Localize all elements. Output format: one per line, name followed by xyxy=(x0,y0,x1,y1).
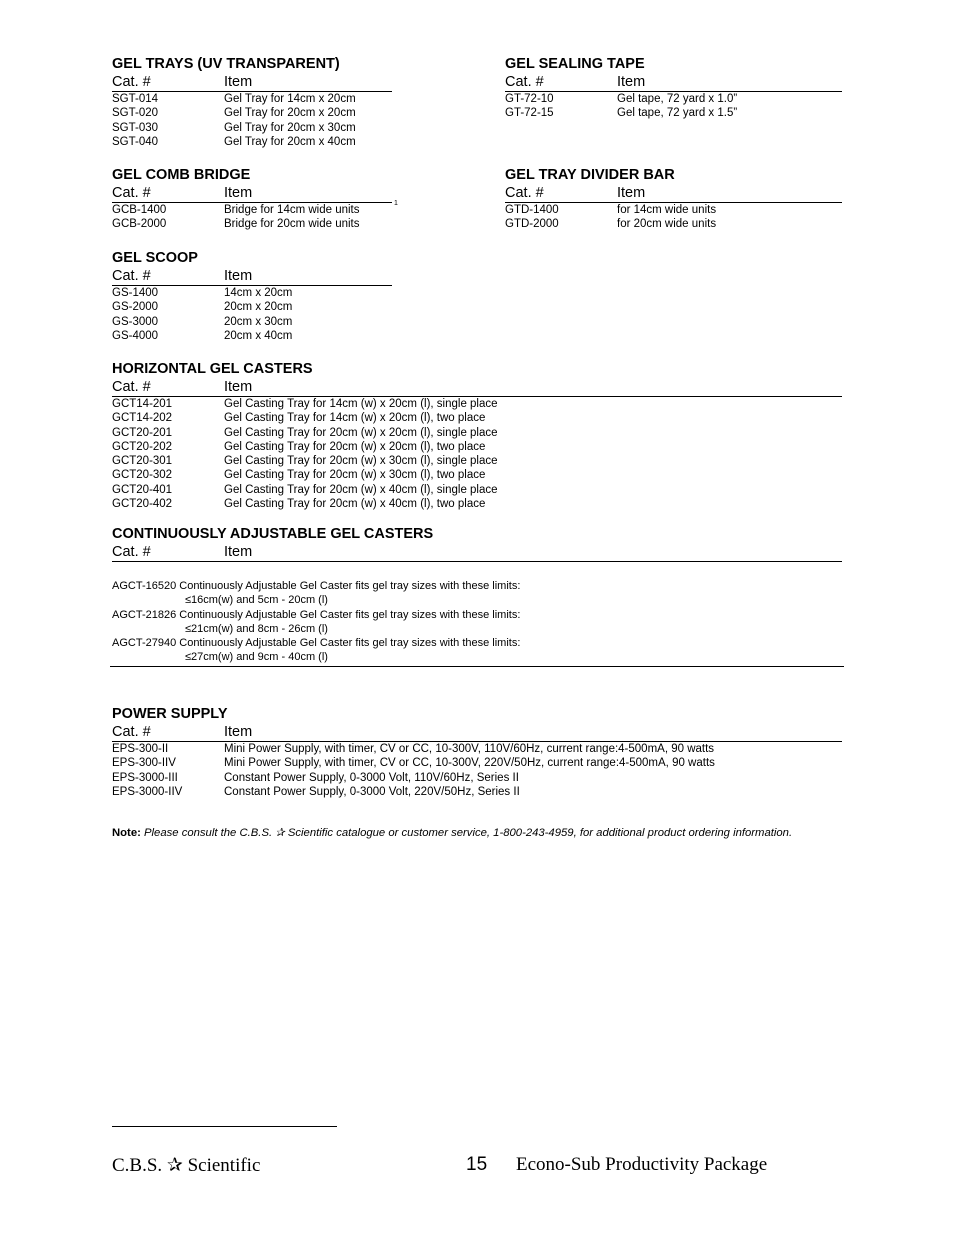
cat-header: Cat. # xyxy=(112,379,151,395)
table-row xyxy=(112,483,842,497)
table-row xyxy=(112,286,392,300)
cat-number: SGT-040 xyxy=(112,135,159,148)
table-header xyxy=(112,184,392,203)
table-row xyxy=(112,315,392,329)
cat-header: Cat. # xyxy=(112,185,151,201)
item-description: 20cm x 30cm xyxy=(224,315,293,328)
item-header: Item xyxy=(224,724,253,740)
table-row xyxy=(112,329,392,343)
table-row xyxy=(505,217,842,231)
table-row xyxy=(112,217,392,231)
cat-number: GCT14-202 xyxy=(112,412,173,425)
item-description: Gel Tray for 20cm x 40cm xyxy=(224,135,356,148)
cat-number: GS-4000 xyxy=(112,329,159,342)
item-description: Gel Casting Tray for 20cm (w) x 40cm (l), two place xyxy=(224,498,486,511)
list-item xyxy=(112,608,842,637)
section-gel-trays xyxy=(112,56,392,149)
item-limits: ≤21cm(w) and 8cm - 26cm (l) xyxy=(185,622,328,635)
item-description: AGCT-21826 Continuously Adjustable Gel Caster fits gel tray sizes with these limits: xyxy=(112,608,521,621)
cat-header: Cat. # xyxy=(112,74,151,90)
section-title: HORIZONTAL GEL CASTERS xyxy=(112,361,313,377)
table-row xyxy=(112,756,842,770)
cat-header: Cat. # xyxy=(112,724,151,740)
item-description: Gel Casting Tray for 20cm (w) x 30cm (l), two place xyxy=(224,469,486,482)
cat-number: GCT20-302 xyxy=(112,469,173,482)
cat-number: GCT20-402 xyxy=(112,498,173,511)
item-description: Gel Tray for 20cm x 30cm xyxy=(224,121,356,134)
section-title: CONTINUOUSLY ADJUSTABLE GEL CASTERS xyxy=(112,526,434,542)
item-limits: ≤27cm(w) and 9cm - 40cm (l) xyxy=(185,651,328,664)
item-header: Item xyxy=(617,74,646,90)
table-row xyxy=(112,411,842,425)
cat-header: Cat. # xyxy=(112,544,151,560)
table-row xyxy=(112,785,842,799)
table-row xyxy=(112,426,842,440)
item-header: Item xyxy=(224,544,253,560)
item-description: Gel Casting Tray for 20cm (w) x 20cm (l), single place xyxy=(224,426,498,439)
item-header: Item xyxy=(224,74,253,90)
table-row xyxy=(112,300,392,314)
cat-number: GCT20-301 xyxy=(112,455,173,468)
item-header: Item xyxy=(224,185,253,201)
cat-number: EPS-3000-IIV xyxy=(112,785,183,798)
table-row xyxy=(112,92,392,106)
cat-header: Cat. # xyxy=(505,74,544,90)
item-description: for 14cm wide units xyxy=(617,204,717,216)
cat-header: Cat. # xyxy=(112,268,151,284)
table-header xyxy=(112,267,392,286)
table-header xyxy=(505,184,842,203)
section-gel-sealing-tape xyxy=(505,56,842,121)
footer-company: C.B.S. ✰ Scientific xyxy=(112,1155,261,1176)
item-description: AGCT-27940 Continuously Adjustable Gel Caster fits gel tray sizes with these limits: xyxy=(112,637,521,650)
section-divider xyxy=(110,666,844,667)
item-description: 14cm x 20cm xyxy=(224,287,293,299)
item-description: Bridge for 14cm wide units xyxy=(224,204,360,216)
cat-number: GCT20-201 xyxy=(112,426,173,439)
table-header xyxy=(112,73,392,92)
cat-number: GCB-1400 xyxy=(112,204,167,216)
cat-number: GS-1400 xyxy=(112,287,159,299)
item-description: 20cm x 40cm xyxy=(224,329,293,342)
item-description: Mini Power Supply, with timer, CV or CC, 10-300V, 220V/50Hz, current range:4-500mA, 90 watts xyxy=(224,757,715,770)
cat-number: EPS-300-II xyxy=(112,743,169,755)
table-row xyxy=(112,440,842,454)
cat-number: EPS-300-IIV xyxy=(112,757,176,770)
footer-title: Econo-Sub Productivity Package xyxy=(516,1154,768,1175)
section-gel-scoop xyxy=(112,250,392,343)
section-power-supply xyxy=(112,706,842,799)
page-number: 15 xyxy=(466,1154,488,1175)
item-description: Gel Tray for 20cm x 20cm xyxy=(224,107,356,120)
table-row xyxy=(505,92,842,106)
note-label: Note: xyxy=(112,827,141,839)
table-row xyxy=(112,203,392,217)
item-description: Gel Casting Tray for 14cm (w) x 20cm (l), two place xyxy=(224,412,486,425)
section-title: GEL COMB BRIDGE xyxy=(112,167,251,183)
cat-number: GTD-2000 xyxy=(505,218,559,231)
table-row xyxy=(112,468,842,482)
table-header xyxy=(505,73,842,92)
ordering-note xyxy=(112,826,812,841)
item-header: Item xyxy=(224,268,253,284)
item-description: Mini Power Supply, with timer, CV or CC, 10-300V, 110V/60Hz, current range:4-500mA, 90 watts xyxy=(224,743,715,755)
item-description: Gel Casting Tray for 14cm (w) x 20cm (l), single place xyxy=(224,398,498,410)
table-row xyxy=(112,106,392,120)
cat-number: SGT-020 xyxy=(112,107,159,120)
table-header xyxy=(112,543,842,562)
section-title: GEL SEALING TAPE xyxy=(505,56,645,72)
table-row xyxy=(112,121,392,135)
cat-number: EPS-3000-III xyxy=(112,771,178,784)
cat-header: Cat. # xyxy=(505,185,544,201)
section-title: GEL TRAYS (UV TRANSPARENT) xyxy=(112,56,340,72)
table-row xyxy=(505,106,842,120)
table-row xyxy=(112,742,842,756)
cat-number: GCT20-202 xyxy=(112,440,173,453)
section-adjustable-gel-casters xyxy=(112,526,842,665)
cat-number: GCB-2000 xyxy=(112,218,167,231)
table-row xyxy=(112,771,842,785)
item-description: Gel tape, 72 yard x 1.5” xyxy=(617,107,738,120)
table-header xyxy=(112,723,842,742)
item-description: Gel tape, 72 yard x 1.0” xyxy=(617,93,738,105)
cat-number: GS-2000 xyxy=(112,301,159,314)
note-text: Please consult the C.B.S. ✰ Scientific catalogue or customer service, 1-800-243-4959, for additional product ordering information. xyxy=(144,827,793,839)
item-description: 20cm x 20cm xyxy=(224,301,293,314)
item-description: Constant Power Supply, 0-3000 Volt, 110V/60Hz, Series II xyxy=(224,771,519,784)
section-gel-tray-divider-bar xyxy=(505,167,842,232)
item-description: Constant Power Supply, 0-3000 Volt, 220V/50Hz, Series II xyxy=(224,785,520,798)
item-description: Gel Casting Tray for 20cm (w) x 40cm (l), single place xyxy=(224,483,498,496)
section-horizontal-gel-casters xyxy=(112,361,842,511)
item-description: for 20cm wide units xyxy=(617,218,717,231)
item-description: AGCT-16520 Continuously Adjustable Gel Caster fits gel tray sizes with these limits: xyxy=(112,580,521,592)
cat-number: GTD-1400 xyxy=(505,204,559,216)
section-title: GEL TRAY DIVIDER BAR xyxy=(505,167,675,183)
cat-number: SGT-030 xyxy=(112,121,159,134)
table-header xyxy=(112,378,842,397)
item-header: Item xyxy=(224,379,253,395)
list-item xyxy=(112,636,842,665)
section-title: GEL SCOOP xyxy=(112,250,198,266)
table-row xyxy=(112,135,392,149)
table-row xyxy=(112,397,842,411)
item-description: Gel Casting Tray for 20cm (w) x 20cm (l), two place xyxy=(224,440,486,453)
section-title: POWER SUPPLY xyxy=(112,706,228,722)
table-row xyxy=(112,497,842,511)
item-description: Gel Casting Tray for 20cm (w) x 30cm (l), single place xyxy=(224,455,498,468)
cat-number: SGT-014 xyxy=(112,93,159,105)
section-gel-comb-bridge xyxy=(112,167,392,232)
list-item xyxy=(112,579,842,608)
cat-number: GT-72-10 xyxy=(505,93,554,105)
item-limits: ≤16cm(w) and 5cm - 20cm (l) xyxy=(185,594,328,607)
cat-number: GS-3000 xyxy=(112,315,159,328)
cat-number: GCT14-201 xyxy=(112,398,173,410)
footnote-marker: 1 xyxy=(394,200,398,207)
footnote-separator xyxy=(112,1126,337,1127)
table-row xyxy=(505,203,842,217)
item-header: Item xyxy=(617,185,646,201)
cat-number: GCT20-401 xyxy=(112,483,173,496)
table-row xyxy=(112,454,842,468)
item-description: Bridge for 20cm wide units xyxy=(224,218,360,231)
cat-number: GT-72-15 xyxy=(505,107,554,120)
item-description: Gel Tray for 14cm x 20cm xyxy=(224,93,356,105)
